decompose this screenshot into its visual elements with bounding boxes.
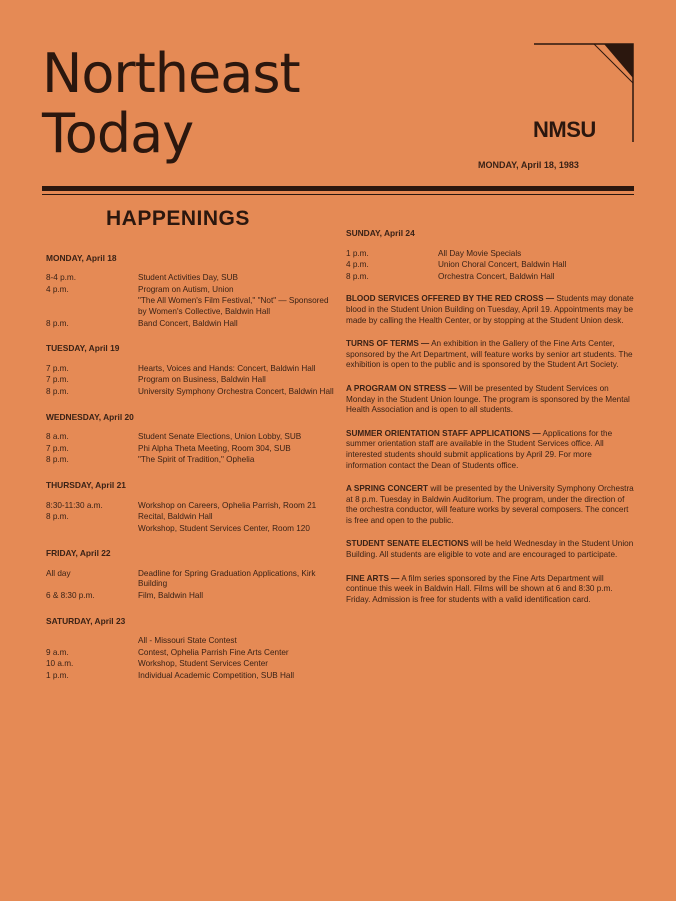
day-heading: FRIDAY, April 22 <box>46 548 111 559</box>
day-heading: WEDNESDAY, April 20 <box>46 411 134 422</box>
event-time: 9 a.m. <box>46 647 69 657</box>
event-description: Student Activities Day, SUB <box>138 273 238 283</box>
announcement-item <box>346 294 634 326</box>
event-row <box>46 648 338 659</box>
announcement-body: Applications for the summer orientation staff are available in the Student Services office. All interested students should submit applications by April 29. For more information contact the Dean of Students office. <box>346 428 613 470</box>
event-description: Recital, Baldwin Hall <box>138 512 213 522</box>
announcement-lead: STUDENT SENATE ELECTIONS <box>346 539 469 549</box>
announcement-item <box>346 384 634 416</box>
event-time: 10 a.m. <box>46 659 74 669</box>
event-description: Phi Alpha Theta Meeting, Room 304, SUB <box>138 443 291 453</box>
announcement-body: Students may donate blood in the Student Union Building on Tuesday, April 19. Appointments may be made by calling the Health Center, or by stopping at the Student Union desk. <box>346 294 634 325</box>
event-time: 4 p.m. <box>46 284 69 294</box>
event-time: 8:30-11:30 a.m. <box>46 500 103 510</box>
event-row <box>46 285 338 296</box>
announcements <box>346 294 634 605</box>
event-time: All day <box>46 568 71 578</box>
event-time: 6 & 8:30 p.m. <box>46 591 95 601</box>
masthead-rule <box>42 186 634 191</box>
event-description: Film, Baldwin Hall <box>138 591 204 601</box>
event-time: 1 p.m. <box>46 671 69 681</box>
day-heading: SUNDAY, April 24 <box>346 228 415 238</box>
left-column <box>46 207 338 696</box>
event-time: 1 p.m. <box>346 248 369 258</box>
announcement-body: will be presented by the University Symphony Orchestra at 8 p.m. Tuesday in Baldwin Auditorium. The program, under the direction of the orchestra conductor, will feature works by several composers. The concert is free and open to the public. <box>346 484 634 525</box>
happenings-heading: HAPPENINGS <box>106 207 250 230</box>
event-row <box>46 273 338 284</box>
event-description: Orchestra Concert, Baldwin Hall <box>438 271 555 281</box>
day-block <box>46 616 338 682</box>
event-row <box>46 432 338 443</box>
event-description: Deadline for Spring Graduation Applications, Kirk Building <box>138 568 316 589</box>
day-heading: THURSDAY, April 21 <box>46 479 126 490</box>
event-time: 4 p.m. <box>346 260 369 270</box>
event-row <box>46 512 338 523</box>
event-row <box>46 455 338 466</box>
title-line-2: Today <box>42 102 194 165</box>
day-heading: SATURDAY, April 23 <box>46 615 126 626</box>
announcement-lead: A SPRING CONCERT <box>346 484 429 494</box>
masthead-rule-thin <box>42 194 634 195</box>
event-row <box>46 364 338 375</box>
day-block <box>46 253 338 330</box>
event-row <box>46 524 338 535</box>
event-description: Workshop, Student Services Center <box>138 659 269 669</box>
event-time <box>46 636 138 647</box>
announcement-body: An exhibition in the Gallery of the Fine Arts Center, sponsored by the Art Department, will feature works by senior art students. The exhibition is open to the public and is sponsored by the Student Art Society. <box>346 339 633 370</box>
event-row <box>46 319 338 330</box>
event-row <box>46 387 338 398</box>
masthead-title <box>42 44 300 164</box>
event-description: Program on Autism, Union <box>138 284 234 294</box>
event-row <box>46 671 338 682</box>
announcement-item <box>346 484 634 526</box>
nmsu-logo: NMSU <box>533 117 596 142</box>
event-description: Band Concert, Baldwin Hall <box>138 318 238 328</box>
event-row <box>46 375 338 386</box>
announcement-item <box>346 539 634 560</box>
event-description: Hearts, Voices and Hands: Concert, Baldwin Hall <box>138 363 316 373</box>
announcement-item <box>346 574 634 606</box>
event-time <box>46 524 138 535</box>
day-heading: MONDAY, April 18 <box>46 252 117 263</box>
announcement-body: will be held Wednesday in the Student Union Building. All students are eligible to vote and are encouraged to participate. <box>346 539 634 560</box>
announcement-lead: SUMMER ORIENTATION STAFF APPLICATIONS — <box>346 428 541 438</box>
day-block <box>46 343 338 397</box>
event-time: 8 a.m. <box>46 432 69 442</box>
event-time: 8 p.m. <box>46 318 69 328</box>
day-block <box>46 412 338 466</box>
issue-date: MONDAY, April 18, 1983 <box>478 160 579 170</box>
event-row <box>46 296 338 317</box>
announcement-item <box>346 429 634 471</box>
event-row <box>346 249 634 260</box>
event-description: Union Choral Concert, Baldwin Hall <box>438 260 567 270</box>
announcement-body: A film series sponsored by the Fine Arts Department will continue this week in Baldwin Hall. Films will be shown at 6 and 8:30 p.m. Friday. Admission is free for students with a valid identification card. <box>346 573 613 604</box>
event-description: All - Missouri State Contest <box>138 636 237 646</box>
sunday-events <box>346 228 634 282</box>
event-description: Program on Business, Baldwin Hall <box>138 375 266 385</box>
announcement-body: Will be presented by Student Services on Monday in the Student Union lounge. The program is sponsored by the Mental Health Association and is open to all students. <box>346 383 630 415</box>
event-row <box>46 501 338 512</box>
event-time: 8 p.m. <box>46 455 69 465</box>
event-description: Workshop on Careers, Ophelia Parrish, Room 21 <box>138 500 317 510</box>
event-description: University Symphony Orchestra Concert, Baldwin Hall <box>138 386 334 396</box>
day-block <box>46 480 338 534</box>
event-row <box>46 444 338 455</box>
event-row <box>46 659 338 670</box>
event-row <box>346 272 634 283</box>
event-description: "The All Women's Film Festival," "Not" — Sponsored by Women's Collective, Baldwin Hall <box>138 296 329 316</box>
event-description: Workshop, Student Services Center, Room 120 <box>138 523 310 533</box>
announcement-item <box>346 339 634 371</box>
event-time: 7 p.m. <box>46 443 69 453</box>
event-description: Student Senate Elections, Union Lobby, SUB <box>138 432 302 442</box>
event-time: 8 p.m. <box>46 512 69 522</box>
event-time: 8 p.m. <box>46 386 69 396</box>
event-row <box>46 569 338 590</box>
announcement-lead: A PROGRAM ON STRESS — <box>346 383 457 393</box>
event-row <box>346 260 634 271</box>
event-time: 8 p.m. <box>346 271 369 281</box>
day-heading: TUESDAY, April 19 <box>46 343 120 354</box>
calendar-list <box>46 253 338 682</box>
event-row <box>46 591 338 602</box>
event-description: Contest, Ophelia Parrish Fine Arts Center <box>138 647 289 657</box>
title-line-1: Northeast <box>42 42 300 105</box>
right-column <box>346 228 634 618</box>
announcement-lead: TURNS OF TERMS — <box>346 339 430 349</box>
event-time <box>46 296 138 317</box>
announcement-lead: FINE ARTS — <box>346 573 400 583</box>
day-block <box>46 548 338 601</box>
event-row <box>46 636 338 647</box>
event-time: 7 p.m. <box>46 375 69 385</box>
announcement-lead: BLOOD SERVICES OFFERED BY THE RED CROSS — <box>346 294 555 304</box>
event-time: 8-4 p.m. <box>46 273 77 283</box>
event-description: Individual Academic Competition, SUB Hall <box>138 671 295 681</box>
event-description: "The Spirit of Tradition," Ophelia <box>138 455 255 465</box>
event-description: All Day Movie Specials <box>438 248 522 258</box>
event-time: 7 p.m. <box>46 363 69 373</box>
